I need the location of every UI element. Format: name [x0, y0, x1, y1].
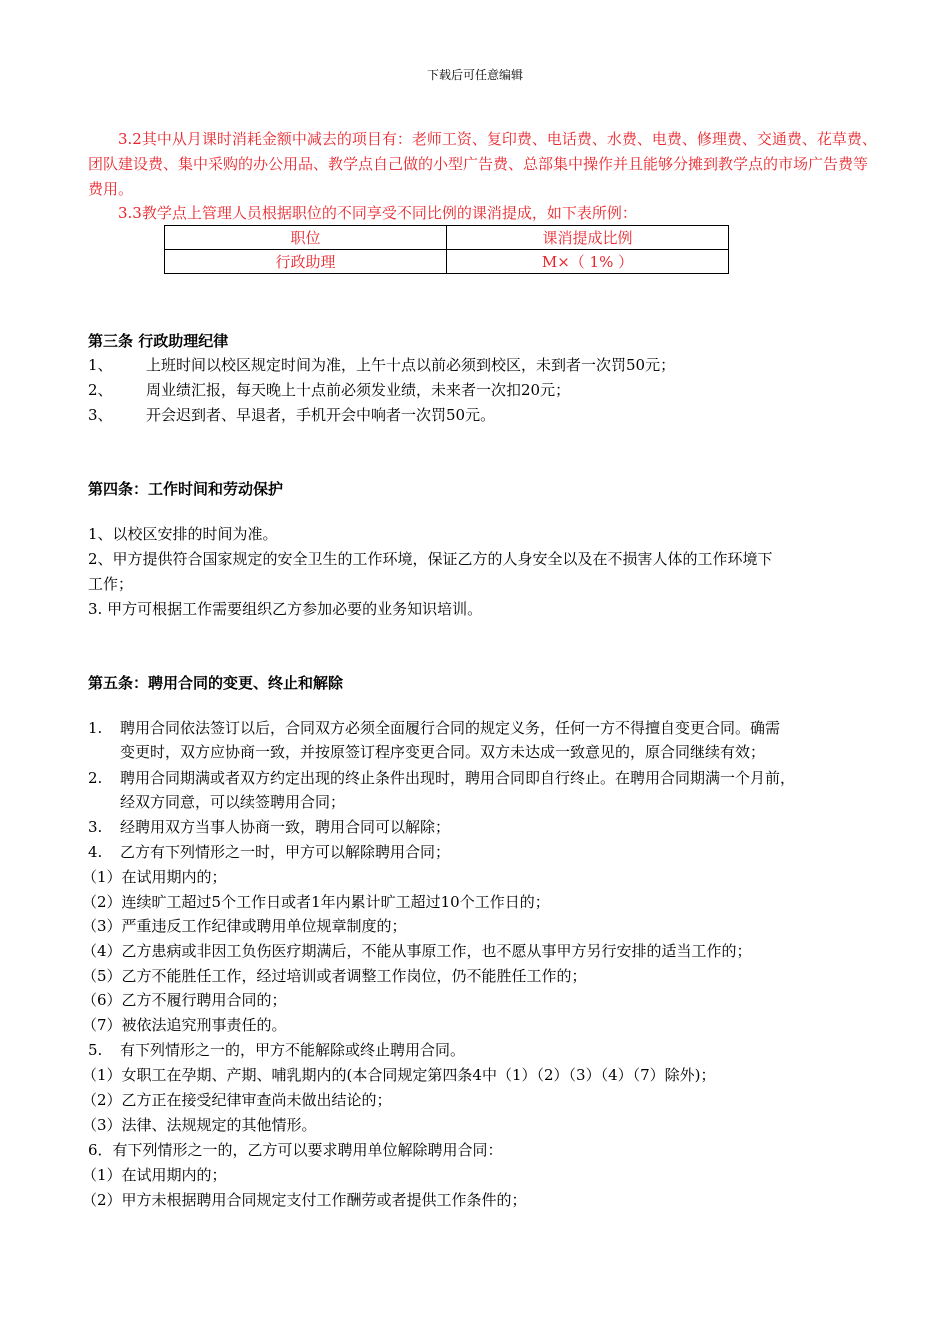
list-item: 2、甲方提供符合国家规定的安全卫生的工作环境，保证乙方的人身安全以及在不损害人体的工作环境下	[88, 550, 773, 568]
clause-text: 乙方有下列情形之一时，甲方可以解除聘用合同；	[120, 843, 451, 861]
clause-1	[88, 716, 888, 764]
sub-item: （5）乙方不能胜任工作，经过培训或者调整工作岗位，仍不能胜任工作的；	[82, 967, 587, 985]
item-number: 3、	[88, 406, 113, 424]
sub-item: （3）法律、法规规定的其他情形。	[82, 1116, 317, 1134]
item-text: 上班时间以校区规定时间为准，上午十点以前必须到校区，未到者一次罚50元；	[146, 356, 676, 374]
clause-text: 聘用合同期满或者双方约定出现的终止条件出现时，聘用合同即自行终止。在聘用合同期满一个月前，	[120, 769, 796, 787]
commission-table	[164, 225, 729, 274]
clause-5	[88, 1038, 888, 1062]
clause-6: 6．有下列情形之一的，乙方可以要求聘用单位解除聘用合同：	[88, 1141, 503, 1159]
clause-text: 经聘用双方当事人协商一致，聘用合同可以解除；	[120, 818, 451, 836]
clause-text: 有下列情形之一的，甲方不能解除或终止聘用合同。	[120, 1041, 466, 1059]
section-3-3: 3.3教学点上管理人员根据职位的不同享受不同比例的课消提成，如下表所例：	[118, 204, 637, 222]
item-text: 周业绩汇报，每天晚上十点前必须发业绩，未来者一次扣20元；	[146, 381, 571, 399]
clause-text: 聘用合同依法签订以后，合同双方必须全面履行合同的规定义务，任何一方不得擅自变更合同。确需	[120, 719, 781, 737]
sub-item: （6）乙方不履行聘用合同的；	[82, 991, 287, 1009]
clause-number: 1.	[88, 719, 103, 737]
list-item	[88, 353, 675, 377]
sub-item: （1）女职工在孕期、产期、哺乳期内的(本合同规定第四条4中（1）（2）（3）（4）（7）除外)；	[82, 1066, 716, 1084]
table-header-cell: 课消提成比例	[447, 226, 729, 250]
clause-number: 2.	[88, 769, 103, 787]
clause-number: 3.	[88, 818, 103, 836]
table-cell: M×（ 1% ）	[447, 250, 729, 274]
sub-item: （4）乙方患病或非因工负伤医疗期满后，不能从事原工作，也不愿从事甲方另行安排的适当工作的；	[82, 942, 752, 960]
sub-item: （2）连续旷工超过5个工作日或者1年内累计旷工超过10个工作日的；	[82, 893, 550, 911]
item-text: 开会迟到者、早退者，手机开会中响者一次罚50元。	[146, 406, 496, 424]
clause-4	[88, 840, 888, 864]
clause-number: 4.	[88, 843, 103, 861]
list-item-continuation: 工作；	[88, 575, 134, 593]
article-5-title: 第五条：聘用合同的变更、终止和解除	[88, 674, 344, 692]
item-number: 1、	[88, 356, 113, 374]
sub-item: （1）在试用期内的；	[82, 1166, 227, 1184]
list-item: 3. 甲方可根据工作需要组织乙方参加必要的业务知识培训。	[88, 600, 483, 618]
sub-item: （2）甲方未根据聘用合同规定支付工作酬劳或者提供工作条件的；	[82, 1191, 527, 1209]
clause-3	[88, 815, 888, 839]
sub-item: （3）严重违反工作纪律或聘用单位规章制度的；	[82, 917, 407, 935]
list-item	[88, 403, 495, 427]
page-header: 下载后可任意编辑	[426, 68, 523, 82]
clause-continuation: 经双方同意，可以续签聘用合同；	[120, 793, 346, 811]
sub-item: （7）被依法追究刑事责任的。	[82, 1016, 287, 1034]
table-header-cell: 职位	[165, 226, 447, 250]
table-row	[165, 250, 729, 274]
article-3-title: 第三条 行政助理纪律	[88, 332, 229, 350]
table-header-row	[165, 226, 729, 250]
clause-2	[88, 766, 888, 814]
sub-item: （2）乙方正在接受纪律审查尚未做出结论的；	[82, 1091, 392, 1109]
list-item: 1、以校区安排的时间为准。	[88, 525, 278, 543]
sub-item: （1）在试用期内的；	[82, 868, 227, 886]
clause-continuation: 变更时，双方应协商一致，并按原签订程序变更合同。双方未达成一致意见的，原合同继续有效；	[120, 743, 766, 761]
item-number: 2、	[88, 381, 113, 399]
clause-number: 5.	[88, 1041, 103, 1059]
section-3-2: 3.2其中从月课时消耗金额中减去的项目有：老师工资、复印费、电话费、水费、电费、修理费、交通费、花草费、团队建设费、集中采购的办公用品、教学点自己做的小型广告费、总部集中操作并且能够分摊到教学点的市场广告费等费用。	[88, 130, 877, 198]
table-cell: 行政助理	[165, 250, 447, 274]
article-4-title: 第四条：工作时间和劳动保护	[88, 480, 284, 498]
list-item	[88, 378, 570, 402]
